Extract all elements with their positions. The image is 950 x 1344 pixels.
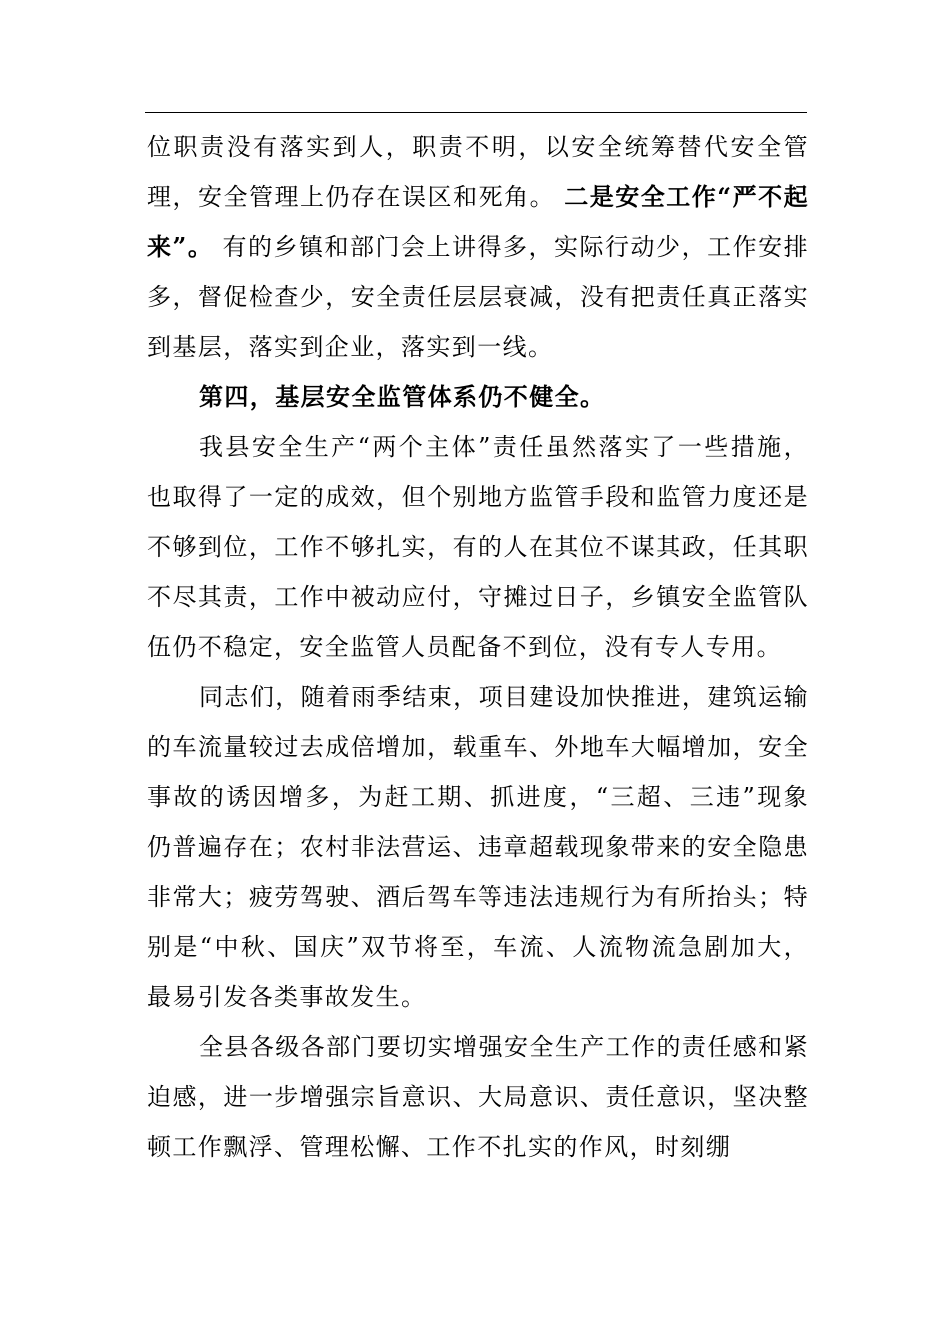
header-rule (145, 112, 807, 113)
section-heading-fourth: 第四，基层安全监管体系仍不健全。 (199, 382, 606, 411)
paragraph-text: 位职责没有落实到人，职责不明，以安全统筹替代安全管理，安全管理上仍存在误区和死角。 (147, 133, 809, 211)
paragraph-continuation (147, 122, 809, 372)
paragraph-all-departments: 全县各级各部门要切实增强安全生产工作的责任感和紧迫感，进一步增强宗旨意识、大局意识、责任意识，坚决整顿工作飘浮、管理松懈、工作不扎实的作风，时刻绷 (147, 1033, 809, 1161)
paragraph-text: 有的乡镇和部门会上讲得多，实际行动少，工作安排多，督促检查少，安全责任层层衰减，没有把责任真正落实到基层，落实到企业，落实到一线。 (147, 233, 809, 361)
paragraph-comrades: 同志们，随着雨季结束，项目建设加快推进，建筑运输的车流量较过去成倍增加，载重车、外地车大幅增加，安全事故的诱因增多，为赶工期、抓进度，“三超、三违”现象仍普遍存在；农村非法营运、违章超载现象带来的安全隐患非常大；疲劳驾驶、酒后驾车等违法违规行为有所抬头；特别是“中秋、国庆”双节将至，车流、人流物流急剧加大，最易引发各类事故发生。 (147, 683, 809, 1011)
document-body (147, 122, 809, 1172)
paragraph-supervision: 我县安全生产“两个主体”责任虽然落实了一些措施，也取得了一定的成效，但个别地方监管手段和监管力度还是不够到位，工作不够扎实，有的人在其位不谋其政，任其职不尽其责，工作中被动应付，守摊过日子，乡镇安全监管队伍仍不稳定，安全监管人员配备不到位，没有专人专用。 (147, 433, 809, 661)
bold-point-two: 二是安全工作“严不起来”。 (147, 182, 809, 261)
